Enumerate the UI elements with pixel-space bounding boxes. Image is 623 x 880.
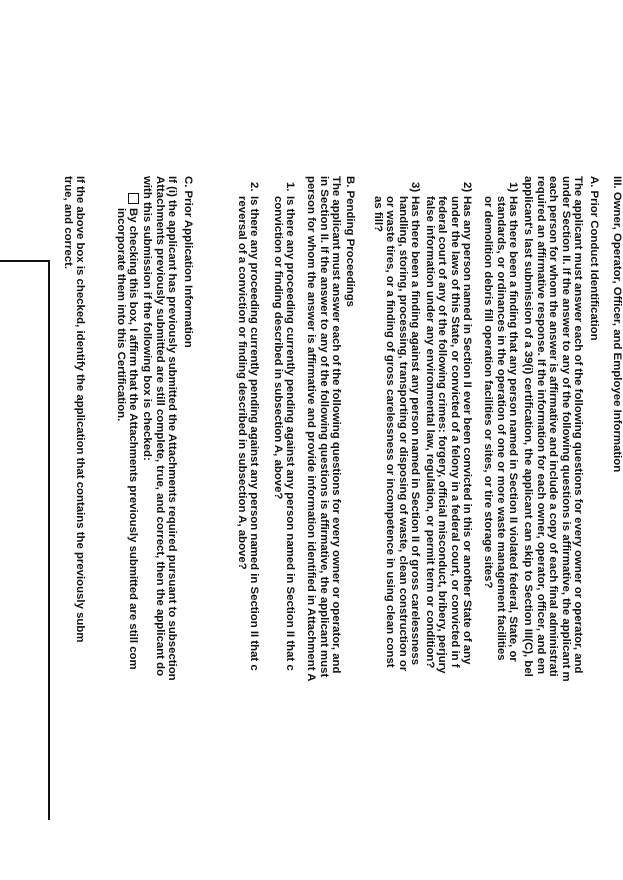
subsection-c-intro: [141, 176, 178, 681]
checkbox-label-line: By checking this box, I affirm that the Attachments previously submitted are still com: [127, 208, 139, 670]
question-line: Has any person named in Section II ever been convicted in this or another State of any: [461, 196, 473, 665]
prior-attachments-checkbox[interactable]: [128, 193, 139, 204]
question-line: handling, storing, processing, transporting or disposing of waste, clean construction or: [396, 196, 409, 672]
question-line: Has there been a finding against any person named in Section II of gross carelessness: [409, 196, 421, 666]
checkbox-label: [114, 208, 139, 670]
question-line: Is there any proceeding currently pending against any person named in Section II that c: [284, 196, 296, 671]
subsection-c-followup: [61, 176, 86, 642]
subsection-c-heading: C. Prior Application Information: [182, 176, 194, 348]
intro-line: in Section II. If the answer to any of the following questions is affirmative, the applicant must: [317, 176, 330, 678]
intro-line: under Section II. If the answer to any of the following questions is affirmative, the applicant m: [559, 176, 572, 682]
question-b2-number: 2.: [248, 182, 260, 192]
intro-line: with this submission if the following box is checked:: [141, 176, 154, 461]
subsection-b-intro: [305, 176, 342, 681]
question-line: Is there any proceeding currently pending against any person named in Section II that c: [248, 196, 260, 671]
subsection-b-heading: B. Pending Proceedings: [344, 176, 356, 308]
intro-line: The applicant must answer each of the following questions for every owner or operator, and: [330, 176, 342, 674]
question-line: under the laws of this State, or convicted of a felony in a federal court, or convicted in f: [448, 196, 461, 668]
question-a3-number: 3): [409, 182, 421, 193]
question-b2-text: [235, 196, 260, 671]
question-a1-number: 1): [507, 182, 519, 193]
intro-line: required an affirmative response. If the information for each owner, operator, officer, and em: [534, 176, 547, 675]
answer-box-top-rule: [49, 260, 51, 820]
question-a3-text: [371, 196, 421, 671]
followup-line: true, and correct.: [61, 176, 74, 270]
subsection-a-intro: [522, 176, 584, 682]
question-b1-text: [271, 196, 296, 671]
intro-line: The applicant must answer each of the following questions for every owner or operator, and: [572, 176, 584, 674]
intro-line: each person for whom the answer is affirmative and include a copy of each final administrati: [547, 176, 560, 677]
checkbox-label-line: incorporate them into this Certification.: [114, 208, 127, 422]
subsection-a-heading: A. Prior Conduct Identification: [588, 176, 600, 341]
followup-line: If the above box is checked, identify the application that contains the previously subm: [74, 176, 86, 643]
section-heading: III. Owner, Operator, Officer, and Employee Information: [611, 176, 623, 473]
question-line: false information under any environmental law, regulation, or permit term or condition?: [423, 196, 436, 669]
question-line: Has there been a finding that any person named in Section II violated federal, State, or: [507, 196, 519, 662]
question-b1-number: 1.: [284, 182, 296, 192]
intro-line: If (i) the applicant has previously submitted the Attachments required pursuant to subsection: [166, 176, 178, 681]
intro-line: applicant's last submission of a 39(i) certification, the applicant can skip to Section III(C), bel: [522, 176, 535, 677]
question-line: conviction or finding described in subsection A, above?: [271, 196, 284, 500]
question-line: as fill?: [371, 196, 384, 233]
question-a2-number: 2): [461, 182, 473, 193]
question-a2-text: [423, 196, 473, 673]
question-line: federal court of any of the following crimes: forgery, official misconduct, bribery, perjury: [436, 196, 449, 674]
question-line: or demolition debris fill operation facilities or sites, or tire storage sites?: [482, 196, 495, 589]
question-a1-text: [482, 196, 519, 662]
question-line: or waste tires, or a finding of gross carelessness or incompetence in using clean const: [384, 196, 397, 668]
question-line: reversal of a conviction or finding described in subsection A, above?: [235, 196, 248, 570]
question-line: standards, or ordinances in the operation of one or more waste management facilities: [494, 196, 507, 661]
intro-line: person for whom the answer is affirmative and provide information identified in Attachment A: [305, 176, 318, 682]
application-identification-field[interactable]: [2, 262, 48, 802]
intro-line: Attachments previously submitted are still complete, true, and correct, then the applicant do: [153, 176, 166, 677]
